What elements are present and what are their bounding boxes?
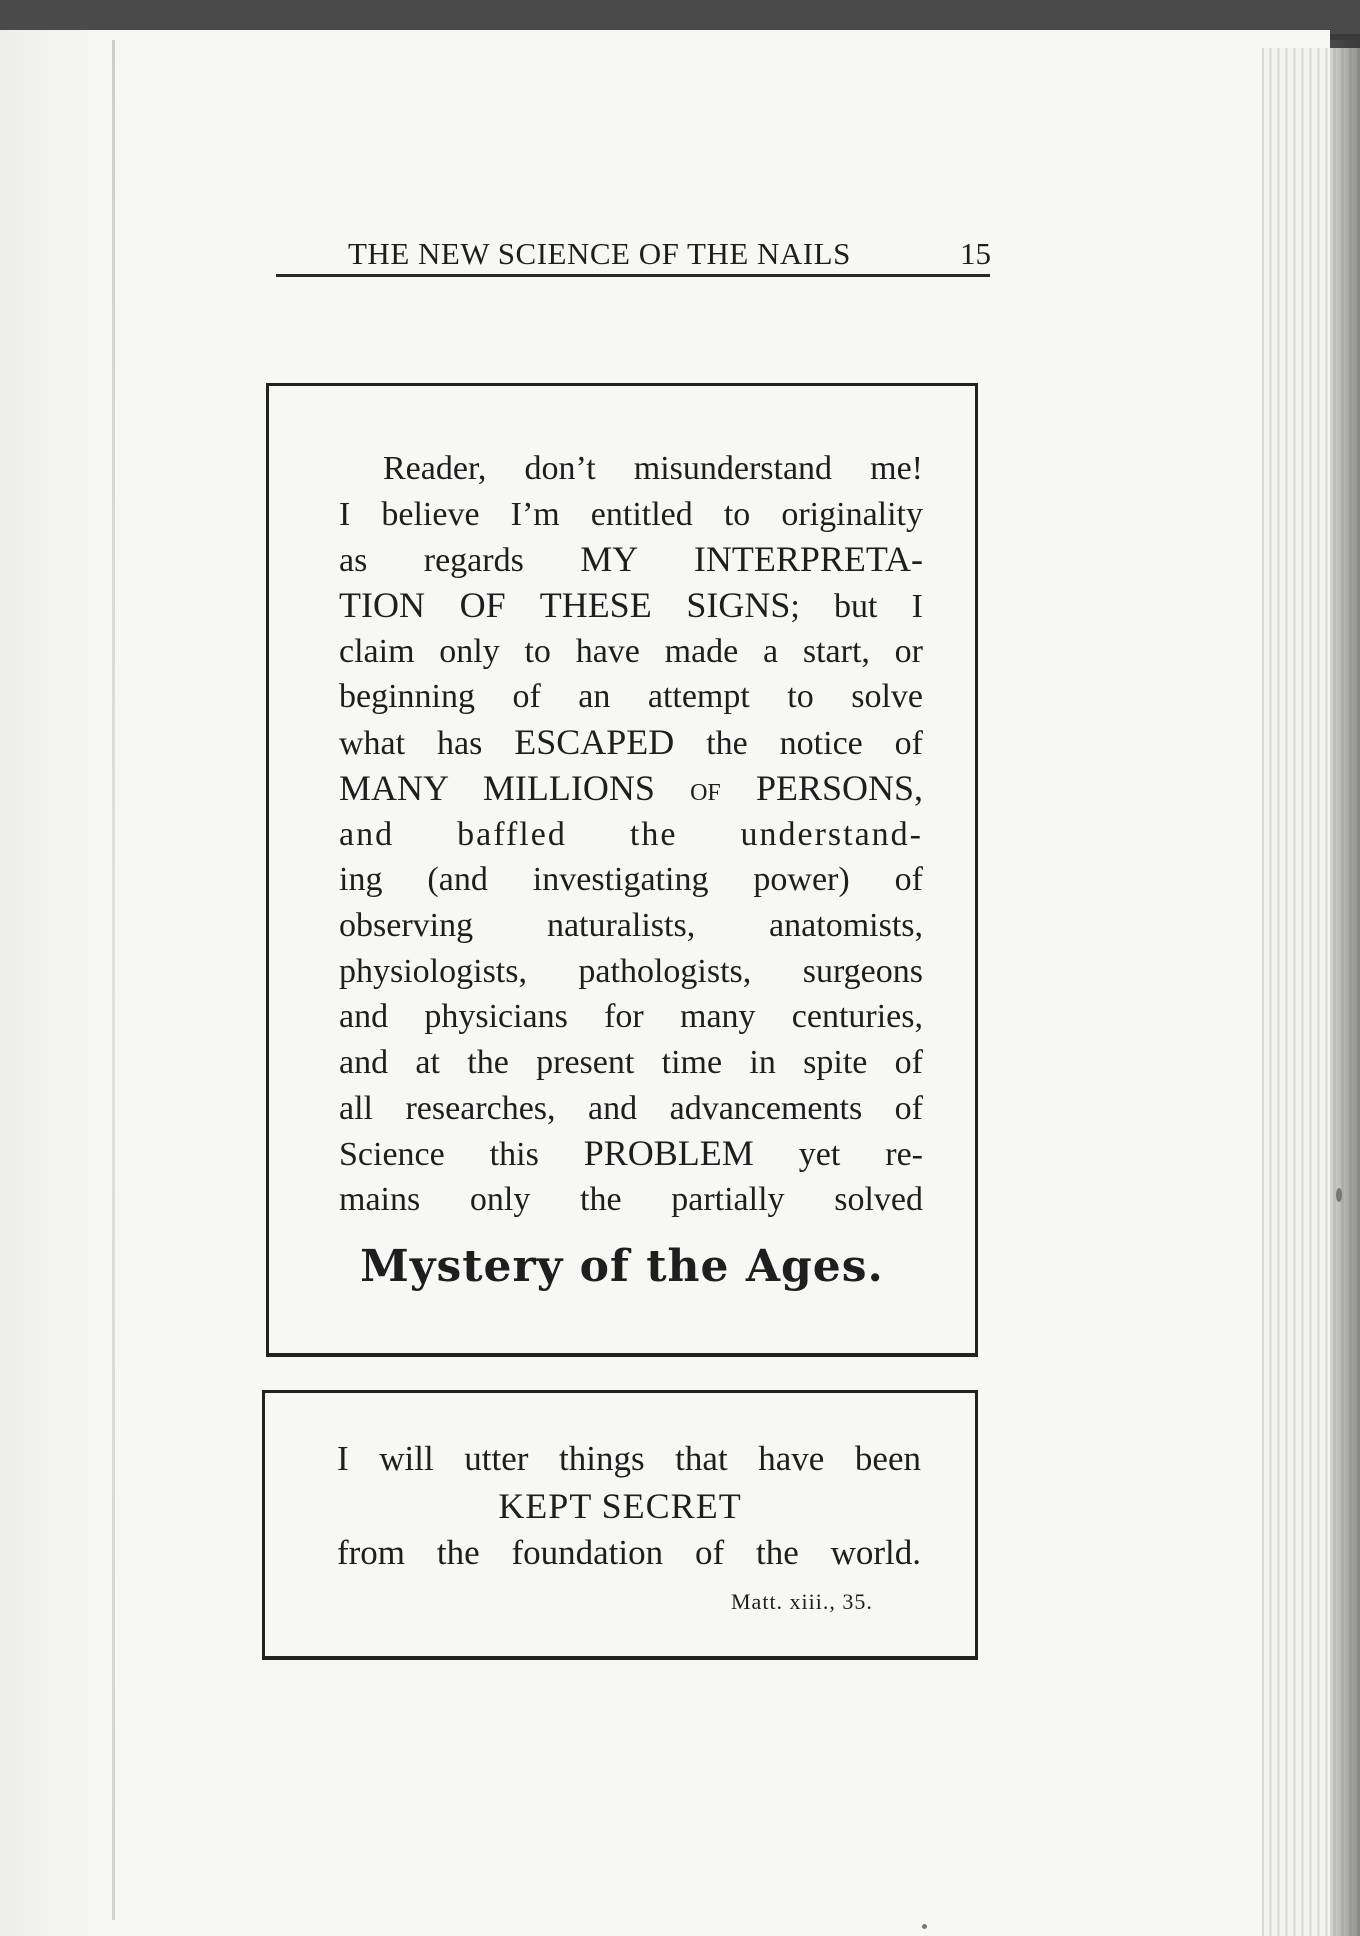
passage-text: Science this xyxy=(339,1136,584,1174)
page-number: 15 xyxy=(960,236,991,271)
passage-line xyxy=(339,583,923,629)
passage-line: I believe I’m entitled to originality xyxy=(339,495,923,533)
scan-speck xyxy=(922,1924,927,1929)
emphasized-text: TION OF THESE SIGNS xyxy=(339,585,791,626)
emphasized-text: PROBLEM xyxy=(583,1133,754,1174)
passage-line: all researches, and advancements of xyxy=(339,1089,923,1127)
passage-line: mains only the partially solved xyxy=(339,1181,923,1218)
small-caps-text: OF xyxy=(690,779,721,806)
passage-line xyxy=(339,766,923,812)
emphasized-text: ESCAPED xyxy=(514,722,675,763)
page-edges-shade xyxy=(1330,40,1360,1936)
scan-speck xyxy=(1336,1188,1342,1202)
passage-line: and at the present time in spite of xyxy=(339,1043,923,1081)
boxed-quotation xyxy=(262,1390,978,1660)
gutter-shadow xyxy=(0,30,130,1936)
passage-line: and physicians for many centuries, xyxy=(339,998,923,1036)
scripture-citation: Matt. xiii., 35. xyxy=(731,1589,873,1614)
header-rule xyxy=(276,274,990,277)
passage-line: claim only to have made a start, or xyxy=(339,632,923,670)
passage-line: physiologists, pathologists, surgeons xyxy=(339,952,923,990)
boxed-passage xyxy=(266,383,978,1357)
running-title: THE NEW SCIENCE OF THE NAILS xyxy=(348,236,851,271)
passage-line xyxy=(339,720,923,766)
passage-line: ing (and investigating power) of xyxy=(339,861,923,899)
quotation-emphasis: KEPT SECRET xyxy=(498,1486,742,1526)
scanner-background xyxy=(0,0,1360,34)
passage-line xyxy=(339,1131,923,1177)
emphasized-text: PERSONS, xyxy=(720,767,924,808)
emphasized-text: MY INTERPRETA- xyxy=(580,539,923,580)
passage-text: as regards xyxy=(339,542,581,580)
emphasized-text: MANY MILLIONS xyxy=(339,767,691,808)
blackletter-closing: Mystery of the Ages. xyxy=(360,1241,884,1292)
quotation-line: from the foundation of the world. xyxy=(337,1533,921,1572)
passage-text: what has xyxy=(339,725,515,763)
passage-line xyxy=(339,537,923,583)
passage-line: and baffled the understand- xyxy=(339,815,923,853)
gutter-crease xyxy=(112,40,115,1920)
passage-text: yet re- xyxy=(753,1136,923,1174)
passage-line: Reader, don’t misunderstand me! xyxy=(383,450,923,487)
passage-line: observing naturalists, anatomists, xyxy=(339,906,923,944)
passage-text: ; but I xyxy=(790,588,923,626)
running-head xyxy=(276,230,996,280)
boxed-passage-text xyxy=(339,446,923,1223)
passage-line: beginning of an attempt to solve xyxy=(339,678,923,716)
passage-text: the notice of xyxy=(674,725,923,763)
quotation-line: I will utter things that have been xyxy=(337,1439,921,1478)
